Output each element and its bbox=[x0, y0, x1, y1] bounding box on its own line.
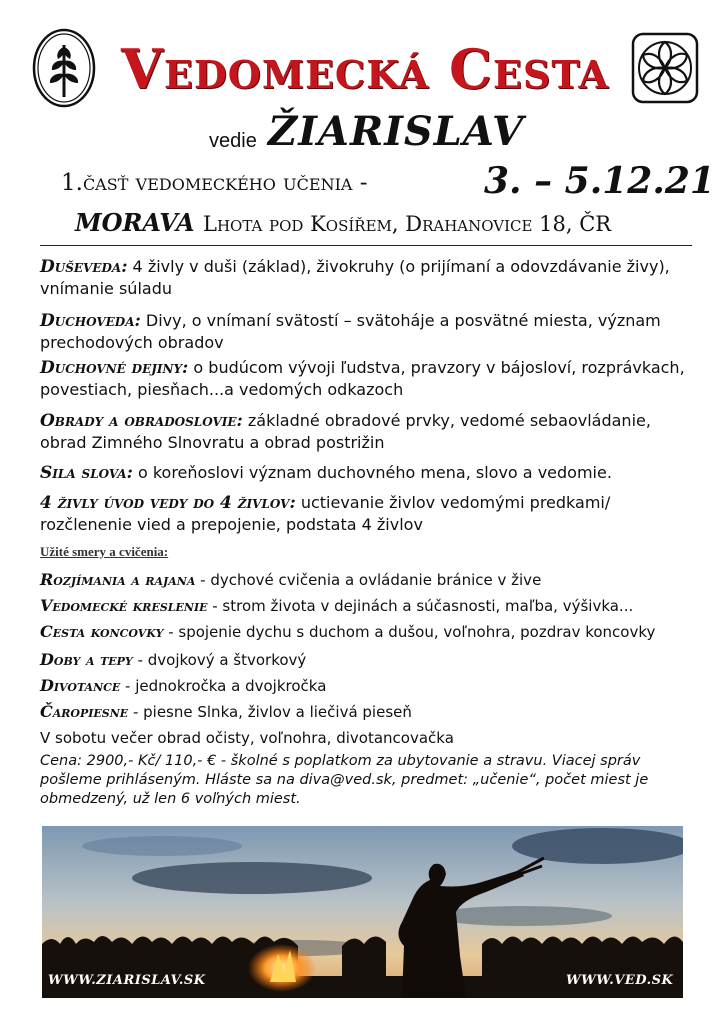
topic-item bbox=[40, 256, 690, 300]
place-row bbox=[0, 206, 724, 242]
topic-text: o budúcom vývoji ľudstva, pravzory v bájosloví, rozprávkach, povestiach, piesňach...a vedomých odkazoch bbox=[40, 358, 685, 399]
topic-item bbox=[40, 492, 690, 536]
topic-head: Obrady a obradoslovie: bbox=[40, 411, 243, 431]
practice-item bbox=[40, 702, 700, 722]
practice-text: - strom života v dejinách a súčasnosti, maľba, výšivka... bbox=[207, 597, 634, 615]
url-ziarislav[interactable]: WWW.ZIARISLAV.SK bbox=[48, 973, 206, 988]
topic-item bbox=[40, 410, 690, 454]
practice-item bbox=[40, 596, 700, 616]
practice-text: - dvojkový a štvorkový bbox=[132, 651, 307, 669]
leader-name: ŽIARISLAV bbox=[268, 108, 525, 155]
topic-head: Sila slova: bbox=[40, 463, 133, 483]
practice-item bbox=[40, 650, 700, 670]
practice-text: - spojenie dychu s duchom a dušou, voľnohra, pozdrav koncovky bbox=[163, 623, 656, 641]
topic-item bbox=[40, 462, 690, 484]
practice-text: - piesne Slnka, živlov a liečivá pieseň bbox=[128, 703, 412, 721]
part-text: 1.časť vedomeckého učenia - bbox=[61, 170, 368, 196]
topic-head: Duševeda: bbox=[40, 257, 128, 277]
vedie-label: vedie bbox=[209, 130, 257, 152]
topic-item bbox=[40, 310, 690, 354]
leader-row bbox=[0, 108, 724, 158]
topic-head: Duchoveda: bbox=[40, 311, 141, 331]
six-petal-flower-icon bbox=[631, 32, 699, 104]
part-row bbox=[0, 160, 724, 208]
practice-head: Rozjímania a rajana bbox=[40, 570, 196, 589]
practice-item bbox=[40, 622, 700, 642]
topic-text: Divy, o vnímaní svätostí – svätoháje a posvätné miesta, význam prechodových obradov bbox=[40, 311, 661, 352]
practice-head: Divotance bbox=[40, 676, 121, 695]
practice-head: Cesta koncovky bbox=[40, 622, 164, 641]
place-region: MORAVA bbox=[75, 208, 195, 237]
practice-head: Doby a tepy bbox=[40, 650, 133, 669]
topic-text: uctievanie živlov vedomými predkami/ rozčlenenie vied a prepojenie, podstata 4 živlov bbox=[40, 493, 611, 534]
topic-head: 4 živly úvod vedy do 4 živlov: bbox=[40, 493, 296, 513]
practice-head: Čaropiesne bbox=[40, 702, 129, 721]
price-note: Cena: 2900,- Kč/ 110,- € - školné s poplatkom za ubytovanie a stravu. Viacej správ pošleme prihláseným. Hláste sa na diva@ved.sk, predmet: „učenie“, počet miest je obmedzený, už len 6 voľných miest. bbox=[40, 753, 649, 807]
topic-text: 4 živly v duši (základ), živokruhy (o prijímaní a odovzdávanie živy), vnímanie súladu bbox=[40, 257, 670, 298]
practice-head: Vedomecké kreslenie bbox=[40, 596, 208, 615]
url-ved[interactable]: WWW.VED.SK bbox=[566, 973, 674, 988]
saturday-note: V sobotu večer obrad očisty, voľnohra, divotancovačka bbox=[40, 729, 454, 747]
topic-head: Duchovné dejiny: bbox=[40, 358, 189, 378]
divider bbox=[40, 245, 692, 246]
topic-text: o koreňoslovi význam duchovného mena, slovo a vedomie. bbox=[132, 463, 612, 482]
topic-text: základné obradové prvky, vedomé sebaovládanie, obrad Zimného Slnovratu a obrad postrižin bbox=[40, 411, 651, 452]
practice-text: - jednokročka a dvojkročka bbox=[120, 677, 327, 695]
practice-item bbox=[40, 570, 700, 590]
leaf-sprig-icon bbox=[31, 27, 97, 109]
practice-text: - dychové cvičenia a ovládanie bránice v žive bbox=[195, 571, 542, 589]
practices-title: Užité smery a cvičenia: bbox=[40, 544, 169, 559]
practice-item bbox=[40, 676, 700, 696]
event-dates: 3. – 5.12.21 bbox=[484, 160, 715, 202]
place-address: Lhota pod Kosířem, Drahanovice 18, ČR bbox=[203, 212, 612, 236]
topic-item bbox=[40, 357, 690, 401]
poster-title: Vedomecká Cesta bbox=[120, 37, 610, 101]
